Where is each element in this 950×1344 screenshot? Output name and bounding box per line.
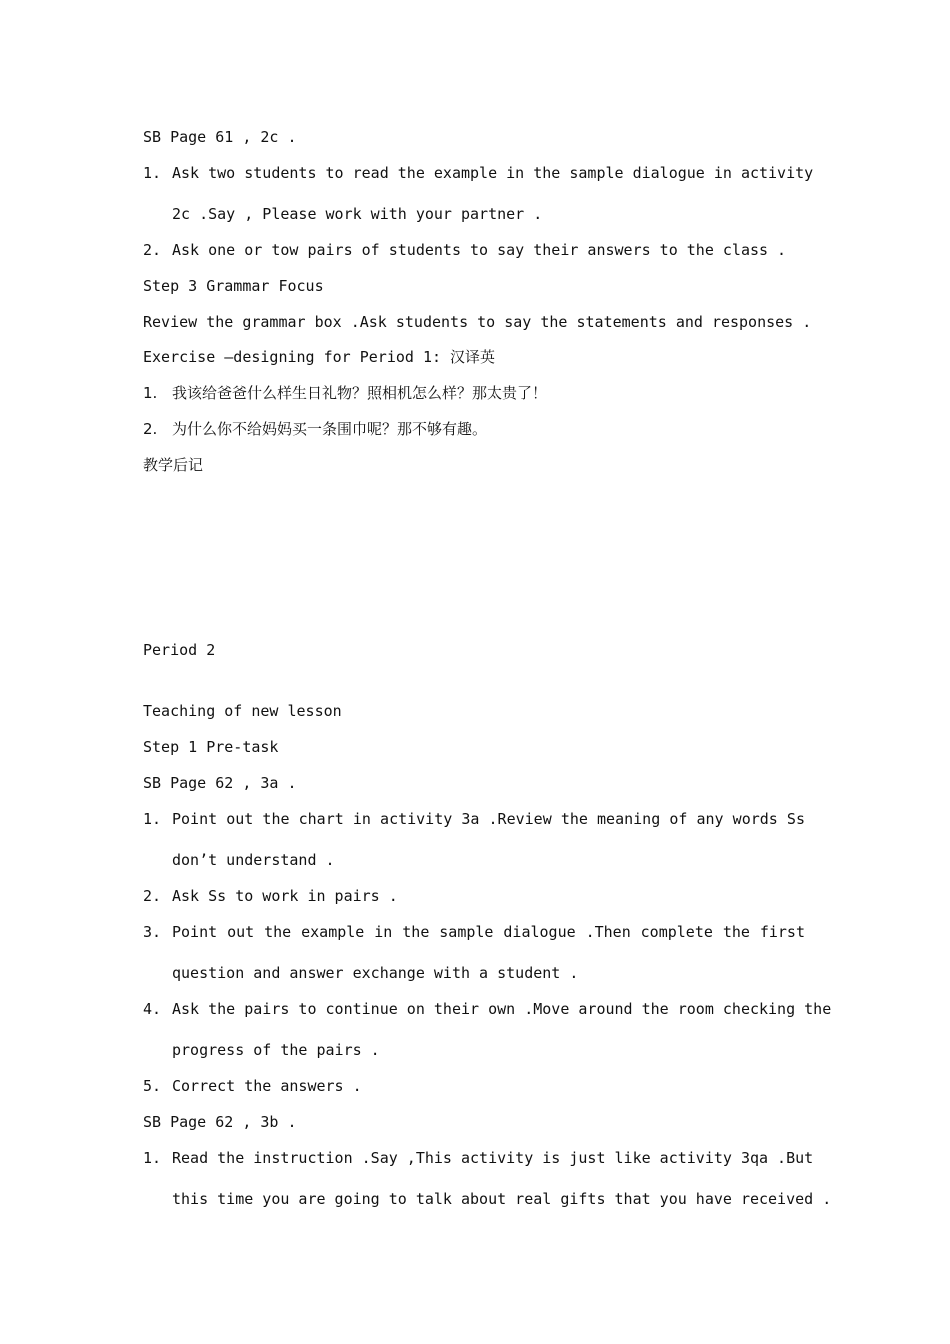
list-number: 1. — [143, 164, 162, 182]
exercise-item — [143, 383, 547, 403]
list-item-text: Ask Ss to work in pairs . — [172, 887, 398, 905]
list-number: 3. — [143, 923, 162, 941]
list-item-text: Point out the example in the sample dialogue .Then complete the first — [172, 923, 805, 941]
list-item-continuation: don’t understand . — [172, 851, 335, 869]
list-number: 4. — [143, 1000, 162, 1018]
list-item — [143, 886, 398, 906]
step-heading: Step 1 Pre-task — [143, 738, 279, 756]
section-heading: Teaching of new lesson — [143, 702, 342, 720]
list-item — [143, 922, 805, 942]
list-item-text: Ask one or tow pairs of students to say their answers to the class . — [172, 241, 787, 259]
step-heading: Step 3 Grammar Focus — [143, 277, 324, 295]
list-number: 2. — [143, 887, 162, 905]
list-number: 2. — [143, 241, 162, 259]
list-item-text: Ask the pairs to continue on their own .Move around the room checking the — [172, 1000, 832, 1018]
list-item-continuation: 2c .Say , Please work with your partner . — [172, 205, 543, 223]
list-item — [143, 809, 805, 829]
list-item-text: Ask two students to read the example in the sample dialogue in activity — [172, 164, 814, 182]
period-heading: Period 2 — [143, 641, 216, 659]
paragraph: Review the grammar box .Ask students to say the statements and responses . — [143, 313, 812, 331]
list-item-text: Read the instruction .Say ,This activity is just like activity 3qa .But — [172, 1149, 814, 1167]
sb-page-heading: SB Page 61 , 2c . — [143, 128, 297, 146]
list-item — [143, 1076, 362, 1096]
list-item — [143, 163, 814, 183]
sb-page-heading: SB Page 62 , 3a . — [143, 774, 297, 792]
postscript-heading: 教学后记 — [143, 456, 204, 474]
sb-page-heading: SB Page 62 , 3b . — [143, 1113, 297, 1131]
list-number: 2. — [143, 420, 158, 438]
list-item-continuation: this time you are going to talk about real gifts that you have received . — [172, 1190, 832, 1208]
list-item — [143, 1148, 814, 1168]
list-number: 5. — [143, 1077, 162, 1095]
list-number: 1. — [143, 810, 162, 828]
list-number: 1. — [143, 1149, 162, 1167]
list-item — [143, 240, 786, 260]
list-item-continuation: progress of the pairs . — [172, 1041, 380, 1059]
list-number: 1. — [143, 384, 158, 402]
exercise-text: 我该给爸爸什么样生日礼物？照相机怎么样？那太贵了！ — [172, 384, 548, 402]
list-item-text: Point out the chart in activity 3a .Review the meaning of any words Ss — [172, 810, 805, 828]
exercise-item — [143, 419, 487, 439]
list-item-continuation: question and answer exchange with a student . — [172, 964, 579, 982]
exercise-text: 为什么你不给妈妈买一条围巾呢？那不够有趣。 — [172, 420, 488, 438]
list-item — [143, 999, 832, 1019]
list-item-text: Correct the answers . — [172, 1077, 362, 1095]
exercise-heading: Exercise –designing for Period 1: 汉译英 — [143, 348, 496, 366]
